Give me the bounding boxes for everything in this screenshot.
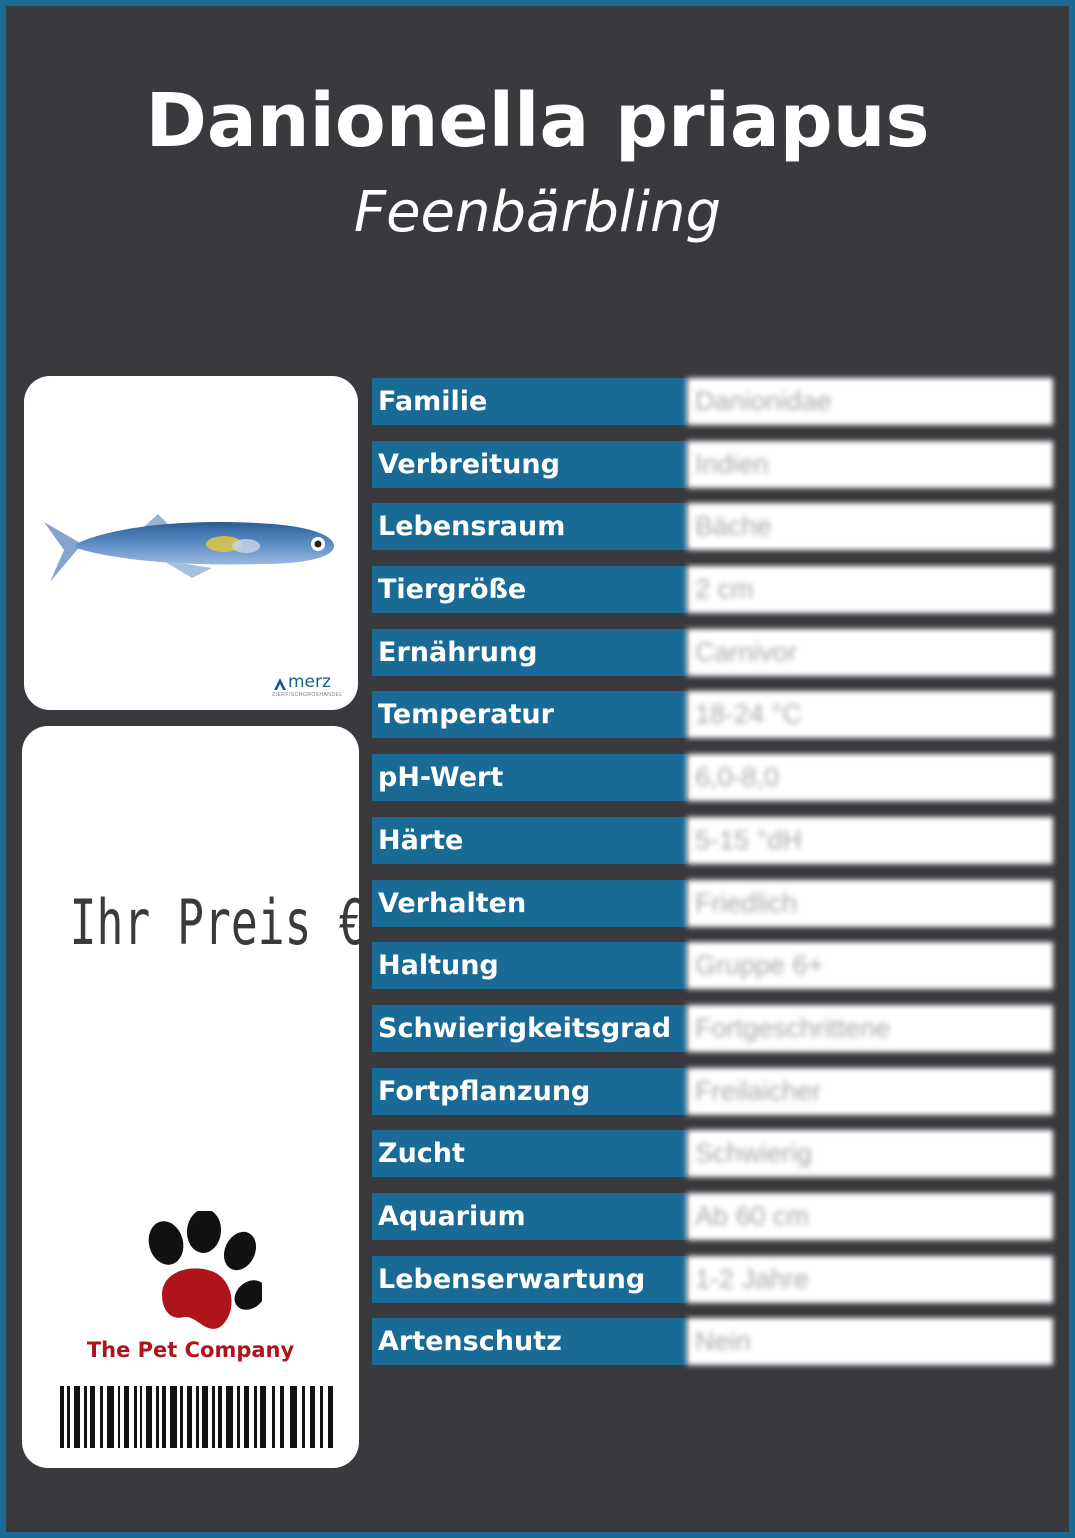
spec-row-familie <box>372 378 1053 425</box>
merz-logo-subtext: ZIERFISCHGROßHANDEL <box>272 692 343 698</box>
spec-value: 5-15 °dH <box>687 817 1053 864</box>
company-name: The Pet Company <box>86 1338 295 1362</box>
spec-row-verbreitung <box>372 441 1053 488</box>
spec-value: 18-24 °C <box>687 691 1053 738</box>
spec-value: Gruppe 6+ <box>687 942 1053 989</box>
spec-row-ernaehrung <box>372 629 1053 676</box>
spec-label: Zucht <box>372 1130 687 1177</box>
barcode-icon <box>60 1386 336 1448</box>
paw-icon <box>132 1211 262 1336</box>
spec-value: 1-2 Jahre <box>687 1256 1053 1303</box>
merz-logo-text: merz <box>288 672 331 692</box>
page-subtitle: Feenbärbling <box>353 180 722 245</box>
spec-value: Nein <box>687 1318 1053 1365</box>
spec-label: Temperatur <box>372 691 687 738</box>
spec-label: Ernährung <box>372 629 687 676</box>
price-card <box>22 726 366 1468</box>
spec-value: Freilaicher <box>687 1068 1053 1115</box>
fish-photo-icon <box>42 502 342 592</box>
spec-row-haerte <box>372 817 1053 864</box>
spec-label: pH-Wert <box>372 754 687 801</box>
spec-value: Friedlich <box>687 880 1053 927</box>
spec-value: Schwierig <box>687 1130 1053 1177</box>
spec-row-temperatur <box>372 691 1053 738</box>
page-title: Danionella priapus <box>145 78 930 164</box>
spec-value: Danionidae <box>687 378 1053 425</box>
spec-label: Fortpflanzung <box>372 1068 687 1115</box>
spec-label: Härte <box>372 817 687 864</box>
spec-value: Fortgeschrittene <box>687 1005 1053 1052</box>
spec-label: Lebenserwartung <box>372 1256 687 1303</box>
spec-label: Haltung <box>372 942 687 989</box>
spec-table <box>372 378 1053 1381</box>
spec-row-ph-wert <box>372 754 1053 801</box>
spec-value: Carnivor <box>687 629 1053 676</box>
price-label: Ihr Preis € <box>69 886 366 959</box>
spec-label: Schwierigkeitsgrad <box>372 1005 687 1052</box>
merz-mark-icon <box>272 676 288 692</box>
spec-row-verhalten <box>372 880 1053 927</box>
spec-value: Bäche <box>687 503 1053 550</box>
spec-label: Tiergröße <box>372 566 687 613</box>
spec-row-artenschutz <box>372 1318 1053 1365</box>
spec-value: 2 cm <box>687 566 1053 613</box>
spec-value: Ab 60 cm <box>687 1193 1053 1240</box>
spec-label: Familie <box>372 378 687 425</box>
spec-value: Indien <box>687 441 1053 488</box>
spec-row-fortpflanzung <box>372 1068 1053 1115</box>
spec-row-haltung <box>372 942 1053 989</box>
spec-label: Verbreitung <box>372 441 687 488</box>
spec-label: Artenschutz <box>372 1318 687 1365</box>
spec-row-zucht <box>372 1130 1053 1177</box>
image-card <box>24 376 358 710</box>
spec-label: Aquarium <box>372 1193 687 1240</box>
spec-value: 6,0-8,0 <box>687 754 1053 801</box>
spec-row-lebenserwartung <box>372 1256 1053 1303</box>
spec-label: Verhalten <box>372 880 687 927</box>
spec-row-lebensraum <box>372 503 1053 550</box>
merz-logo <box>272 672 346 698</box>
spec-row-tiergroesse <box>372 566 1053 613</box>
spec-label: Lebensraum <box>372 503 687 550</box>
spec-row-schwierigkeitsgrad <box>372 1005 1053 1052</box>
spec-row-aquarium <box>372 1193 1053 1240</box>
